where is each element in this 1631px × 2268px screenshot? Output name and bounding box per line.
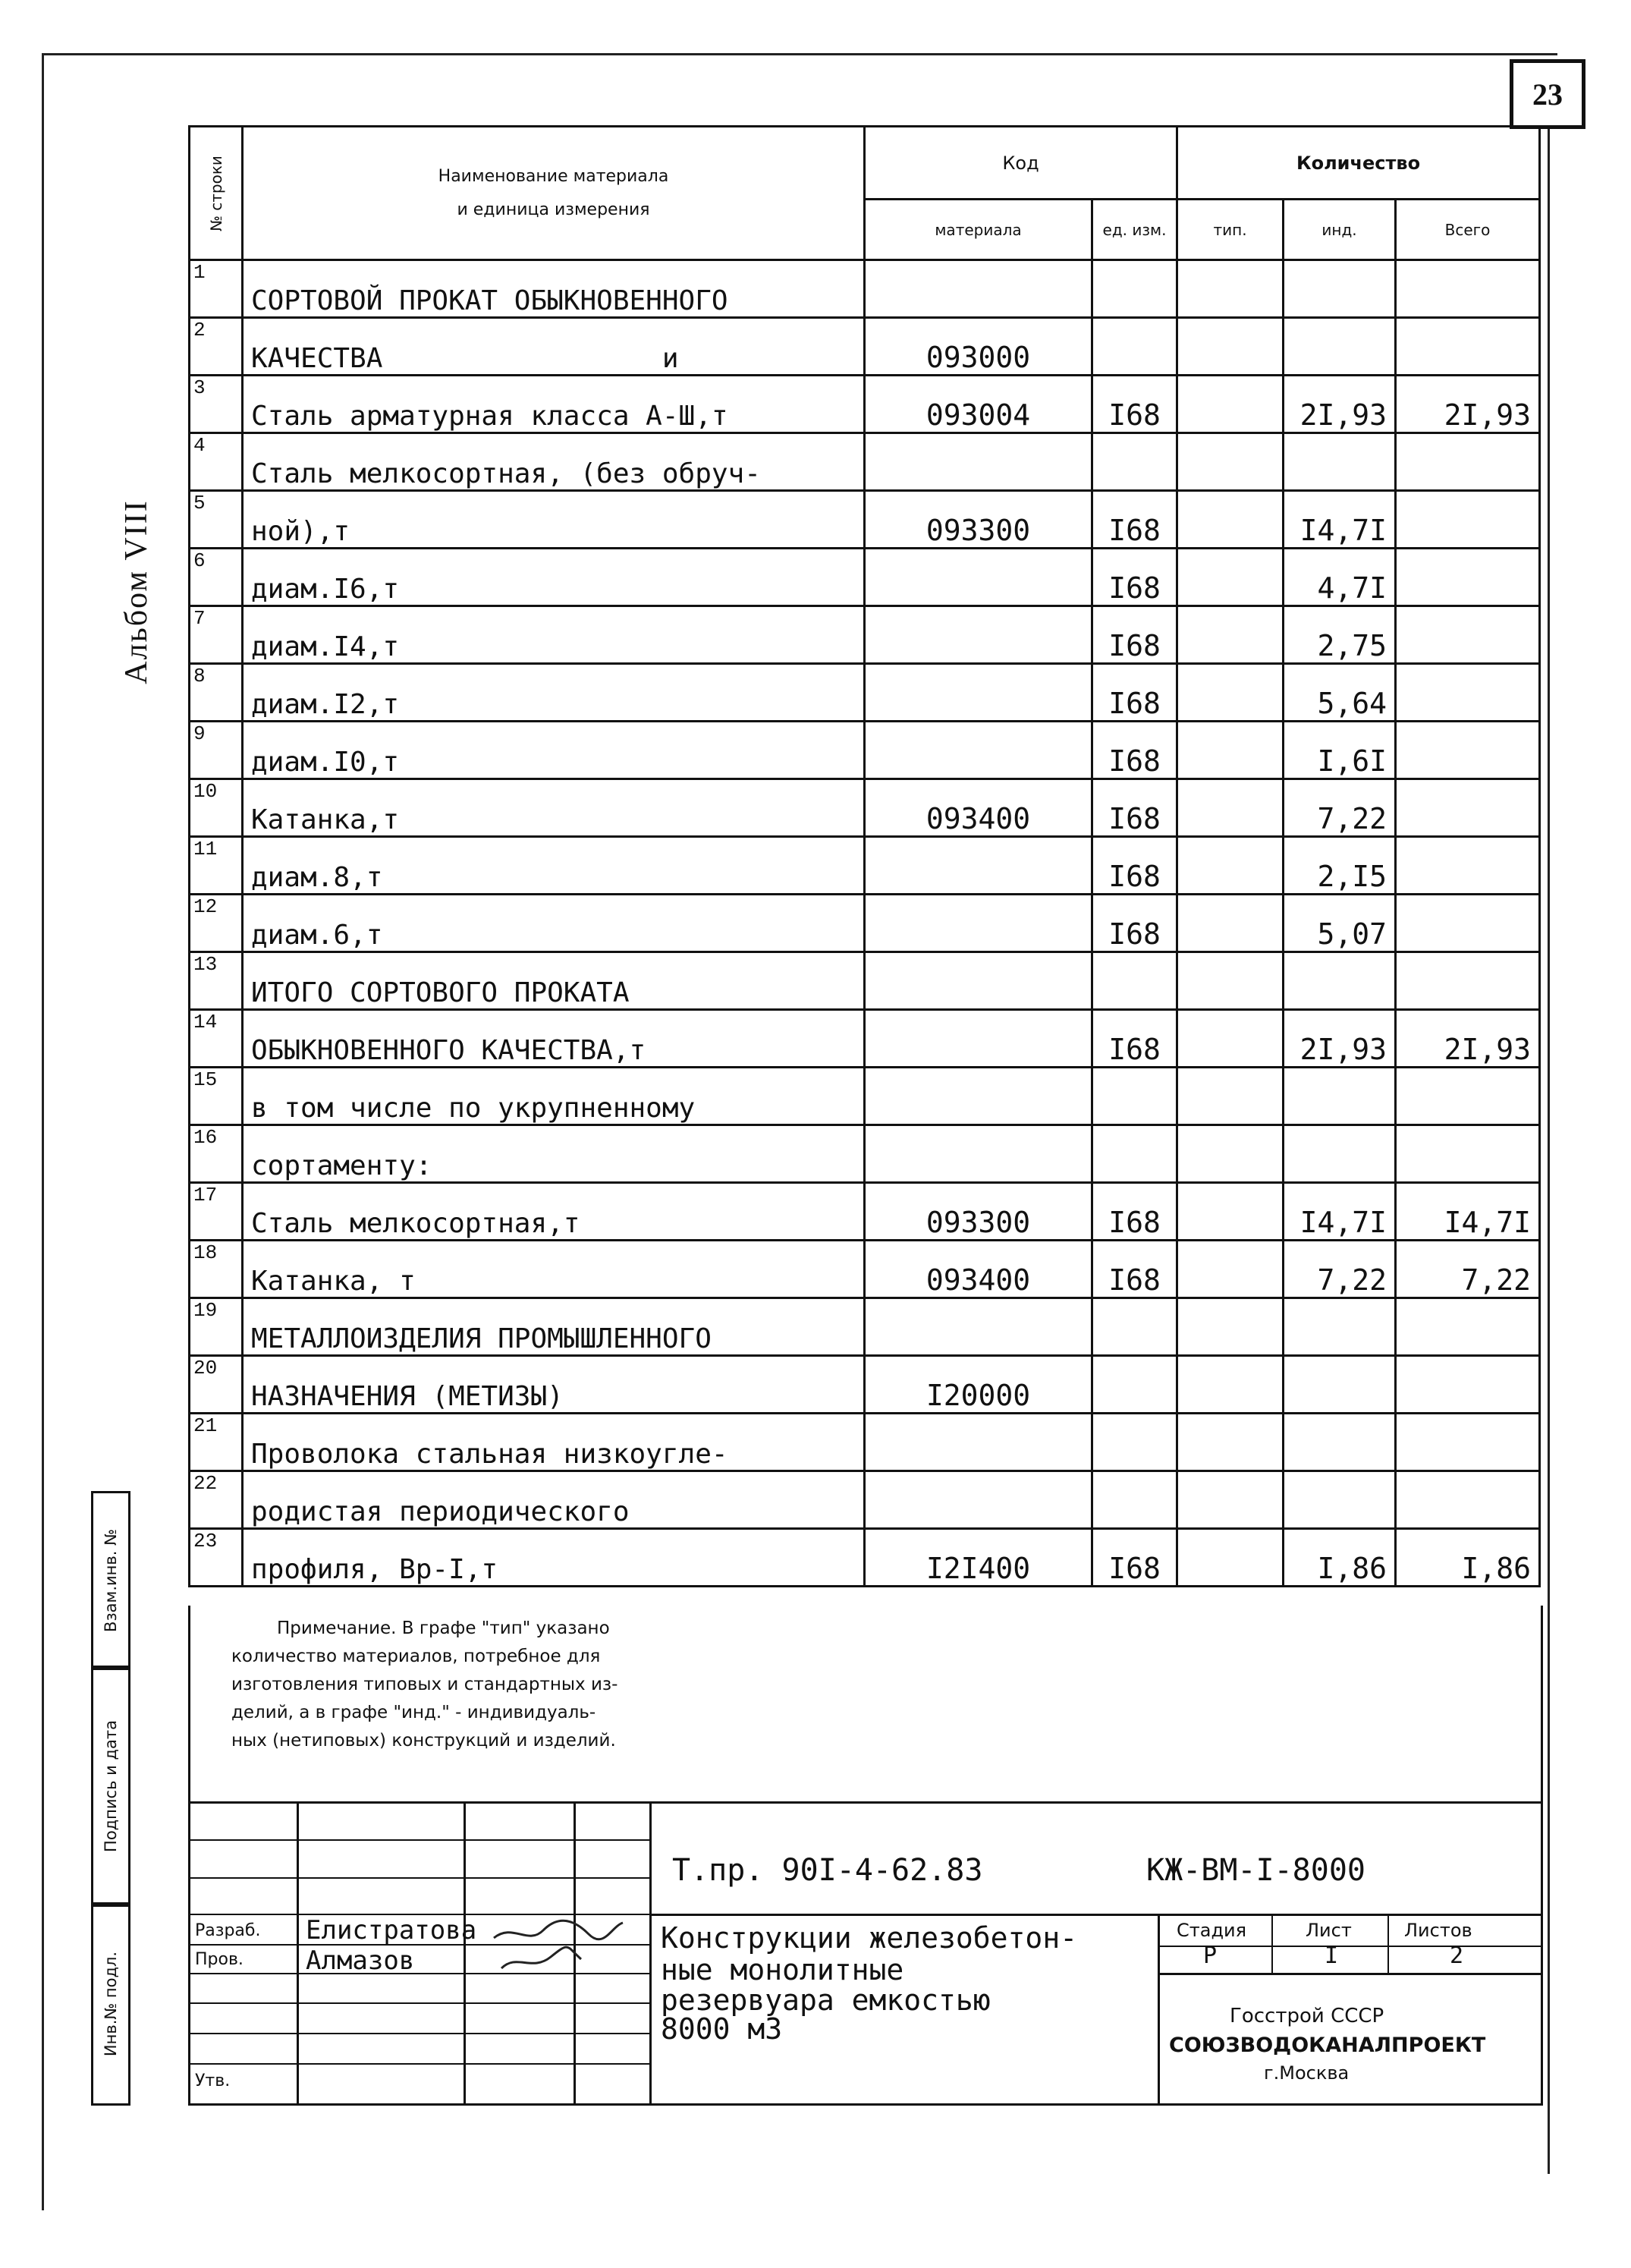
- unit-code: I68: [1092, 549, 1177, 606]
- unit-code: [1092, 1356, 1177, 1414]
- row-number: 4: [190, 433, 243, 491]
- row-number: 7: [190, 606, 243, 664]
- sheets-label: Листов: [1404, 1920, 1472, 1941]
- unit-code: I68: [1092, 1241, 1177, 1298]
- material-name: Сталь арматурная класса А-Ш,т: [243, 376, 865, 433]
- note-line: ных (нетиповых) конструкций и изделий.: [231, 1731, 616, 1751]
- material-name: НАЗНАЧЕНИЯ (МЕТИЗЫ): [243, 1356, 865, 1414]
- table-row: [190, 318, 1540, 376]
- material-code: [865, 260, 1092, 318]
- row-number: 9: [190, 722, 243, 779]
- qty-ind: [1284, 1068, 1396, 1125]
- material-code: 093004: [865, 376, 1092, 433]
- table-row: [190, 433, 1540, 491]
- header-name-line2: и единица измерения: [457, 200, 650, 219]
- qty-typ: [1177, 1414, 1284, 1471]
- qty-total: 2I,93: [1396, 1010, 1540, 1068]
- unit-code: I68: [1092, 664, 1177, 722]
- unit-code: I68: [1092, 606, 1177, 664]
- row-number: 13: [190, 952, 243, 1010]
- qty-total: [1396, 1414, 1540, 1471]
- table-row: [190, 895, 1540, 952]
- qty-total: [1396, 779, 1540, 837]
- qty-typ: [1177, 952, 1284, 1010]
- material-name: диам.8,т: [243, 837, 865, 895]
- material-code: [865, 722, 1092, 779]
- table-body: [190, 260, 1540, 1587]
- stamp-line: [190, 1877, 649, 1879]
- qty-ind: [1284, 433, 1396, 491]
- stamp-line: [1158, 1914, 1160, 2103]
- material-name: КАЧЕСТВА и: [243, 318, 865, 376]
- material-code: I20000: [865, 1356, 1092, 1414]
- unit-code: [1092, 1298, 1177, 1356]
- document-code: Т.пр. 90I-4-62.83: [672, 1853, 983, 1888]
- qty-total: [1396, 664, 1540, 722]
- qty-ind: 5,07: [1284, 895, 1396, 952]
- material-name: ОБЫКНОВЕННОГО КАЧЕСТВА,т: [243, 1010, 865, 1068]
- material-code: [865, 952, 1092, 1010]
- unit-code: I68: [1092, 491, 1177, 549]
- material-name: ИТОГО СОРТОВОГО ПРОКАТА: [243, 952, 865, 1010]
- qty-ind: 2I,93: [1284, 376, 1396, 433]
- row-number: 23: [190, 1529, 243, 1587]
- unit-code: [1092, 318, 1177, 376]
- album-label-text: Альбом VIII: [119, 499, 154, 684]
- qty-typ: [1177, 722, 1284, 779]
- qty-typ: [1177, 318, 1284, 376]
- material-name: Катанка,т: [243, 779, 865, 837]
- table-row: [190, 1471, 1540, 1529]
- material-name: сортаменту:: [243, 1125, 865, 1183]
- material-name: профиля, Вр-I,т: [243, 1529, 865, 1587]
- unit-code: I68: [1092, 779, 1177, 837]
- table-row: [190, 1068, 1540, 1125]
- table-row: [190, 1298, 1540, 1356]
- header-qty-total: Всего: [1396, 200, 1540, 260]
- stamp-line: [190, 2002, 649, 2004]
- side-cell-inv-no: Взам.инв. №: [91, 1491, 130, 1670]
- unit-code: [1092, 1471, 1177, 1529]
- qty-ind: [1284, 1471, 1396, 1529]
- qty-typ: [1177, 260, 1284, 318]
- qty-ind: [1284, 1125, 1396, 1183]
- qty-total: [1396, 318, 1540, 376]
- material-code: [865, 664, 1092, 722]
- material-name: диам.I2,т: [243, 664, 865, 722]
- material-name: МЕТАЛЛОИЗДЕЛИЯ ПРОМЫШЛЕННОГО: [243, 1298, 865, 1356]
- qty-typ: [1177, 1298, 1284, 1356]
- row-number: 2: [190, 318, 243, 376]
- material-name: родистая периодического: [243, 1471, 865, 1529]
- qty-total: [1396, 1298, 1540, 1356]
- qty-ind: [1284, 952, 1396, 1010]
- table-row: [190, 1125, 1540, 1183]
- row-number: 21: [190, 1414, 243, 1471]
- table-row: [190, 1356, 1540, 1414]
- table-row: [190, 664, 1540, 722]
- unit-code: [1092, 952, 1177, 1010]
- header-qty-group: Количество: [1177, 127, 1540, 200]
- page-number: 23: [1510, 59, 1585, 129]
- qty-ind: [1284, 1356, 1396, 1414]
- header-code-unit: ед. изм.: [1092, 200, 1177, 260]
- org-line: Госстрой СССР: [1230, 2005, 1384, 2027]
- unit-code: [1092, 1414, 1177, 1471]
- unit-code: [1092, 433, 1177, 491]
- qty-ind: [1284, 1414, 1396, 1471]
- table-header: [190, 127, 1540, 260]
- row-number: 18: [190, 1241, 243, 1298]
- note-line: делий, а в графе "инд." - индивидуаль-: [231, 1703, 596, 1722]
- qty-total: [1396, 895, 1540, 952]
- material-name: Проволока стальная низкоугле-: [243, 1414, 865, 1471]
- side-cell-inv-orig: Инв.№ подл.: [91, 1902, 130, 2106]
- qty-ind: [1284, 260, 1396, 318]
- table-row: [190, 549, 1540, 606]
- row-number: 8: [190, 664, 243, 722]
- material-code: 093300: [865, 491, 1092, 549]
- row-number: 5: [190, 491, 243, 549]
- material-code: [865, 606, 1092, 664]
- qty-typ: [1177, 664, 1284, 722]
- side-cell-sign-date: Подпись и дата: [91, 1666, 130, 1907]
- material-name: диам.6,т: [243, 895, 865, 952]
- qty-total: I,86: [1396, 1529, 1540, 1587]
- qty-typ: [1177, 779, 1284, 837]
- table-row: [190, 1010, 1540, 1068]
- unit-code: [1092, 260, 1177, 318]
- qty-ind: I,6I: [1284, 722, 1396, 779]
- note-line: изготовления типовых и стандартных из-: [231, 1675, 618, 1694]
- stamp-line: [1271, 1914, 1273, 1973]
- note: [231, 1615, 869, 1755]
- frame-right-line: [1548, 125, 1550, 2174]
- title-block: [188, 1801, 1543, 2106]
- material-code: [865, 1414, 1092, 1471]
- header-qty-typ: тип.: [1177, 200, 1284, 260]
- qty-total: [1396, 722, 1540, 779]
- table-row: [190, 779, 1540, 837]
- qty-total: [1396, 1068, 1540, 1125]
- qty-total: [1396, 1471, 1540, 1529]
- material-name: диам.I6,т: [243, 549, 865, 606]
- table-row: [190, 1414, 1540, 1471]
- qty-total: [1396, 1125, 1540, 1183]
- row-number: 15: [190, 1068, 243, 1125]
- stamp-line: [190, 1839, 649, 1841]
- qty-total: [1396, 433, 1540, 491]
- signature-icon: [490, 1915, 627, 1976]
- title-line: 8000 м3: [661, 2012, 783, 2046]
- row-number: 19: [190, 1298, 243, 1356]
- row-number: 1: [190, 260, 243, 318]
- qty-ind: I4,7I: [1284, 491, 1396, 549]
- material-code: [865, 1010, 1092, 1068]
- table-row: [190, 952, 1540, 1010]
- qty-typ: [1177, 491, 1284, 549]
- qty-ind: [1284, 318, 1396, 376]
- stamp-line: [297, 1801, 299, 2103]
- material-code: 093400: [865, 779, 1092, 837]
- unit-code: I68: [1092, 1010, 1177, 1068]
- qty-ind: 2,75: [1284, 606, 1396, 664]
- table-row: [190, 722, 1540, 779]
- stamp-line: [464, 1801, 466, 2103]
- role-approver: Утв.: [195, 2071, 231, 2090]
- qty-typ: [1177, 1529, 1284, 1587]
- qty-ind: 2I,93: [1284, 1010, 1396, 1068]
- album-label: [114, 455, 159, 728]
- qty-total: [1396, 606, 1540, 664]
- table-row: [190, 491, 1540, 549]
- material-code: [865, 549, 1092, 606]
- unit-code: I68: [1092, 1183, 1177, 1241]
- role-developer: Разраб.: [195, 1921, 261, 1940]
- table-row: [190, 1183, 1540, 1241]
- row-number: 11: [190, 837, 243, 895]
- sheets-value: 2: [1450, 1942, 1464, 1969]
- row-number: 3: [190, 376, 243, 433]
- qty-ind: 2,I5: [1284, 837, 1396, 895]
- table-row: [190, 376, 1540, 433]
- header-row-no: № строки: [190, 127, 243, 260]
- qty-typ: [1177, 433, 1284, 491]
- material-code: I2I400: [865, 1529, 1092, 1587]
- unit-code: I68: [1092, 837, 1177, 895]
- header-qty-ind: инд.: [1284, 200, 1396, 260]
- material-code: [865, 895, 1092, 952]
- qty-typ: [1177, 606, 1284, 664]
- row-number: 6: [190, 549, 243, 606]
- table-row: [190, 1241, 1540, 1298]
- org-line: СОЮЗВОДОКАНАЛПРОЕКТ: [1169, 2034, 1486, 2057]
- header-name-line1: Наименование материала: [438, 166, 669, 186]
- material-name: диам.I4,т: [243, 606, 865, 664]
- row-number: 16: [190, 1125, 243, 1183]
- qty-typ: [1177, 1241, 1284, 1298]
- stamp-line: [649, 1914, 1541, 1916]
- unit-code: I68: [1092, 376, 1177, 433]
- qty-total: I4,7I: [1396, 1183, 1540, 1241]
- unit-code: I68: [1092, 722, 1177, 779]
- qty-ind: 5,64: [1284, 664, 1396, 722]
- qty-ind: 4,7I: [1284, 549, 1396, 606]
- material-code: [865, 433, 1092, 491]
- material-name: СОРТОВОЙ ПРОКАТ ОБЫКНОВЕННОГО: [243, 260, 865, 318]
- header-name: [243, 127, 865, 260]
- qty-typ: [1177, 1125, 1284, 1183]
- role-checker: Пров.: [195, 1950, 244, 1969]
- row-number: 20: [190, 1356, 243, 1414]
- material-name: Сталь мелкосортная, (без обруч-: [243, 433, 865, 491]
- title-line: ные монолитные: [661, 1953, 904, 1986]
- note-line: количество материалов, потребное для: [231, 1647, 601, 1666]
- materials-table: [188, 125, 1541, 1587]
- qty-typ: [1177, 376, 1284, 433]
- name-checker: Алмазов: [306, 1946, 415, 1976]
- qty-typ: [1177, 895, 1284, 952]
- qty-total: [1396, 1356, 1540, 1414]
- name-developer: Елистратова: [306, 1915, 477, 1946]
- header-code-material: материала: [865, 200, 1092, 260]
- qty-typ: [1177, 1183, 1284, 1241]
- material-name: Катанка, т: [243, 1241, 865, 1298]
- unit-code: I68: [1092, 1529, 1177, 1587]
- org-line: г.Москва: [1264, 2062, 1350, 2084]
- stamp-line: [649, 1801, 652, 2103]
- qty-typ: [1177, 837, 1284, 895]
- qty-total: 2I,93: [1396, 376, 1540, 433]
- qty-total: [1396, 260, 1540, 318]
- qty-total: [1396, 952, 1540, 1010]
- qty-total: 7,22: [1396, 1241, 1540, 1298]
- qty-typ: [1177, 1356, 1284, 1414]
- material-name: ной),т: [243, 491, 865, 549]
- note-line: Примечание. В графе "тип" указано: [277, 1618, 610, 1638]
- material-name: диам.I0,т: [243, 722, 865, 779]
- unit-code: [1092, 1068, 1177, 1125]
- header-code-group: Код: [865, 127, 1177, 200]
- qty-total: [1396, 837, 1540, 895]
- qty-ind: I4,7I: [1284, 1183, 1396, 1241]
- material-code: [865, 837, 1092, 895]
- table-row: [190, 260, 1540, 318]
- row-number: 12: [190, 895, 243, 952]
- stamp-line: [1158, 1973, 1541, 1975]
- stamp-line: [190, 2033, 649, 2034]
- table-row: [190, 606, 1540, 664]
- qty-ind: 7,22: [1284, 1241, 1396, 1298]
- row-number: 10: [190, 779, 243, 837]
- title-line: резервуара емкостью: [661, 1983, 991, 2017]
- qty-ind: [1284, 1298, 1396, 1356]
- qty-typ: [1177, 1010, 1284, 1068]
- material-code: [865, 1125, 1092, 1183]
- table-row: [190, 837, 1540, 895]
- unit-code: I68: [1092, 895, 1177, 952]
- title-line: Конструкции железобетон-: [661, 1921, 1078, 1955]
- material-code: [865, 1068, 1092, 1125]
- qty-ind: 7,22: [1284, 779, 1396, 837]
- sheet-label: Лист: [1306, 1920, 1352, 1941]
- qty-ind: I,86: [1284, 1529, 1396, 1587]
- qty-total: [1396, 491, 1540, 549]
- sheet-value: I: [1325, 1942, 1339, 1969]
- row-number: 17: [190, 1183, 243, 1241]
- qty-typ: [1177, 1068, 1284, 1125]
- table-row: [190, 1529, 1540, 1587]
- material-code: 093000: [865, 318, 1092, 376]
- material-name: в том числе по укрупненному: [243, 1068, 865, 1125]
- qty-total: [1396, 549, 1540, 606]
- qty-typ: [1177, 549, 1284, 606]
- side-stamp: [91, 1491, 188, 2106]
- stamp-line: [190, 2063, 649, 2065]
- row-number: 14: [190, 1010, 243, 1068]
- unit-code: [1092, 1125, 1177, 1183]
- stamp-line: [1387, 1914, 1389, 1973]
- material-name: Сталь мелкосортная,т: [243, 1183, 865, 1241]
- material-code: 093300: [865, 1183, 1092, 1241]
- stage-label: Стадия: [1177, 1920, 1247, 1941]
- material-code: [865, 1471, 1092, 1529]
- row-number: 22: [190, 1471, 243, 1529]
- stage-value: Р: [1203, 1942, 1218, 1969]
- material-code: 093400: [865, 1241, 1092, 1298]
- document-mark: КЖ-ВМ-I-8000: [1146, 1853, 1365, 1888]
- qty-typ: [1177, 1471, 1284, 1529]
- material-code: [865, 1298, 1092, 1356]
